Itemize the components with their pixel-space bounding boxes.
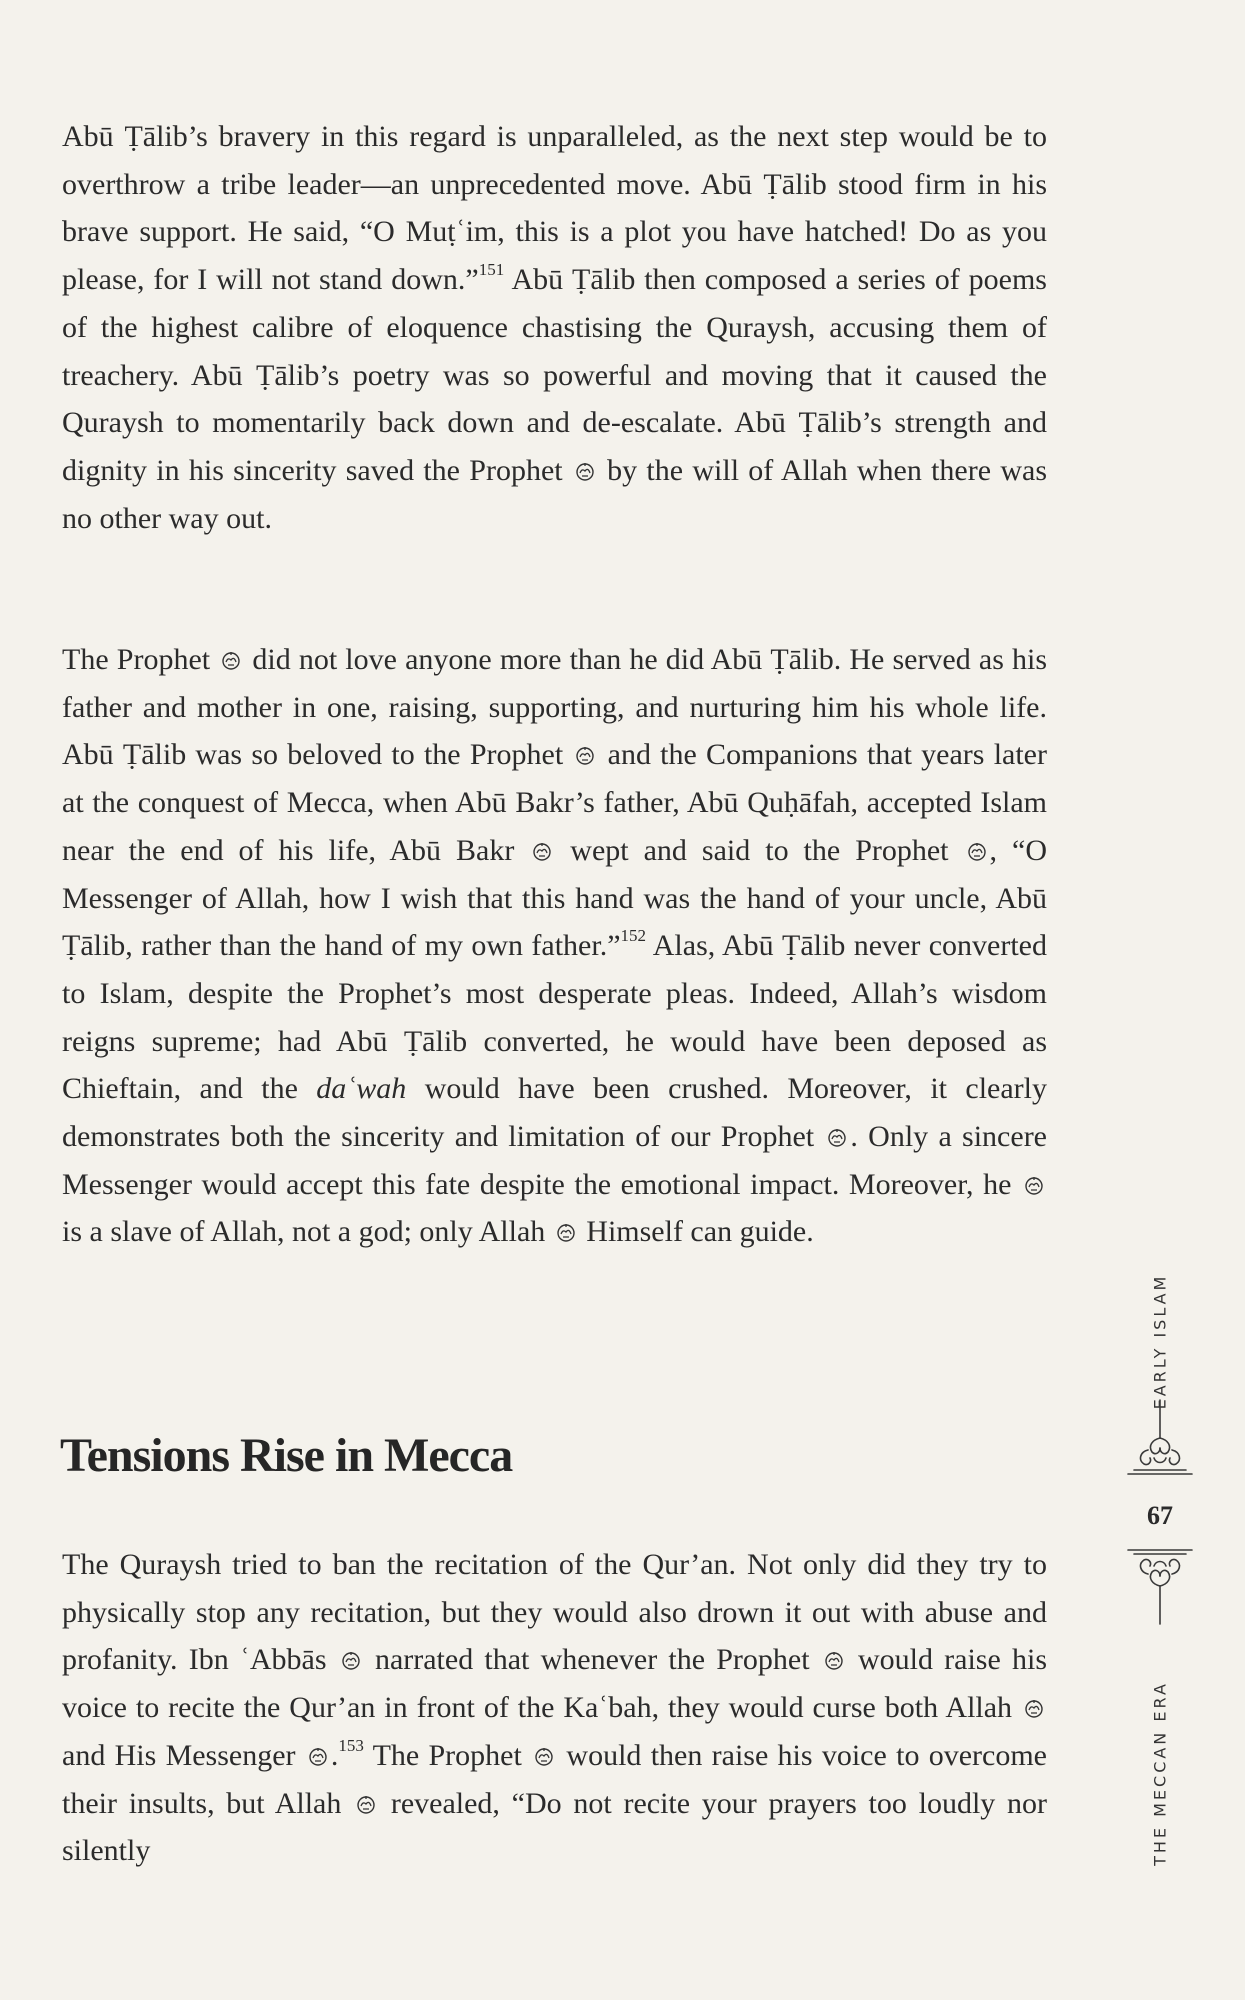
text-run: The Prophet (62, 643, 219, 676)
honorific-glyph-icon (1023, 1174, 1045, 1196)
honorific-glyph-icon (220, 649, 242, 671)
text-run: Abū Ṭālib then composed a series of poems of the highest calibre of eloquence chastising the Quraysh, accusing them of treachery. Abū Ṭālib’s poetry was so powerful and moving that it caused the Quraysh to momentarily back down and de-escalate. Abū Ṭālib’s strength and dignity in his sincerity saved the Prophet (62, 263, 1047, 487)
honorific-glyph-icon (533, 1745, 555, 1767)
text-run: wept and said to the Prophet (555, 833, 964, 867)
text-run: Himself can guide. (578, 1215, 814, 1249)
honorific-glyph-icon (574, 460, 596, 482)
honorific-glyph-icon (823, 1649, 845, 1671)
text-run: revealed, “Do not recite your prayers too loudly nor silently (62, 1786, 1047, 1868)
footnote-ref[interactable]: 153 (338, 1735, 364, 1755)
text-run: would raise his voice to recite the Qur’an in front of the Kaʿbah, they would curse both Allah (62, 1643, 1048, 1725)
text-run: would have been crushed. Moreover, it clearly demonstrates both the sincerity and limitation of our Prophet (62, 1072, 1047, 1154)
text-run: The Quraysh tried to ban the recitation of the Qur’an. Not only did they try to physically stop any recitation, but they would also drown it out with abuse and profanity. Ibn ʿAbbās (62, 1548, 1047, 1677)
ornament-top-icon (1126, 1398, 1194, 1476)
italic-term: daʿwah (316, 1072, 407, 1106)
text-run: is a slave of Allah, not a god; only Allah (62, 1215, 553, 1249)
text-run: by the will of Allah when there was no other way out. (62, 453, 1047, 535)
text-run: would then raise his voice to overcome their insults, but Allah (62, 1738, 1047, 1820)
text-run: , “O Messenger of Allah, how I wish that this hand was the hand of your uncle, Abū Ṭālib, rather than the hand of my own father.” (62, 833, 1047, 963)
text-run: did not love anyone more than he did Abū Ṭālib. He served as his father and mother in one, raising, supporting, and nurturing him his whole life. Abū Ṭālib was so beloved to the Prophet (62, 643, 1048, 772)
page-number: 67 (1147, 1501, 1173, 1530)
text-run: The Prophet (363, 1738, 532, 1772)
footnote-ref[interactable]: 152 (620, 926, 647, 946)
honorific-glyph-icon (555, 1221, 577, 1243)
section-heading: Tensions Rise in Mecca (60, 1429, 513, 1482)
honorific-glyph-icon (340, 1649, 362, 1671)
honorific-glyph-icon (574, 744, 596, 766)
part-label: EARLY ISLAM (1150, 1273, 1170, 1410)
honorific-glyph-icon (1023, 1697, 1045, 1719)
honorific-glyph-icon (531, 840, 553, 862)
honorific-glyph-icon (826, 1126, 848, 1148)
paragraph-1 (62, 113, 1047, 542)
text-run: Alas, Abū Ṭālib never converted to Islam, despite the Prophet’s most desperate pleas. Indeed, Allah’s wisdom reigns supreme; had Abū Ṭālib converted, he would have been deposed as Chieftain, and the (62, 929, 1047, 1106)
honorific-glyph-icon (355, 1793, 377, 1815)
honorific-glyph-icon (307, 1745, 329, 1767)
text-run: . (330, 1738, 339, 1772)
ornament-bottom-icon (1126, 1548, 1194, 1626)
honorific-glyph-icon (966, 840, 988, 862)
era-label: THE MECCAN ERA (1150, 1681, 1170, 1866)
paragraph-2 (62, 636, 1047, 1256)
text-run: . Only a sincere Messenger would accept this fate despite the emotional impact. Moreover, he (62, 1120, 1047, 1201)
footnote-ref[interactable]: 151 (478, 260, 505, 280)
text-run: narrated that whenever the Prophet (363, 1643, 821, 1677)
text-run: and His Messenger (62, 1738, 305, 1772)
text-run: Abū Ṭālib’s bravery in this regard is unparalleled, as the next step would be to overthrow a tribe leader—an unprecedented move. Abū Ṭālib stood firm in his brave support. He said, “O Muṭʿim, this is a plot you have hatched! Do as you please, for I will not stand down.” (62, 120, 1047, 297)
paragraph-3 (62, 1541, 1047, 1875)
text-run: and the Companions that years later at the conquest of Mecca, when Abū Bakr’s father, Abū Quḥāfah, accepted Islam near the end of his life, Abū Bakr (62, 738, 1047, 867)
